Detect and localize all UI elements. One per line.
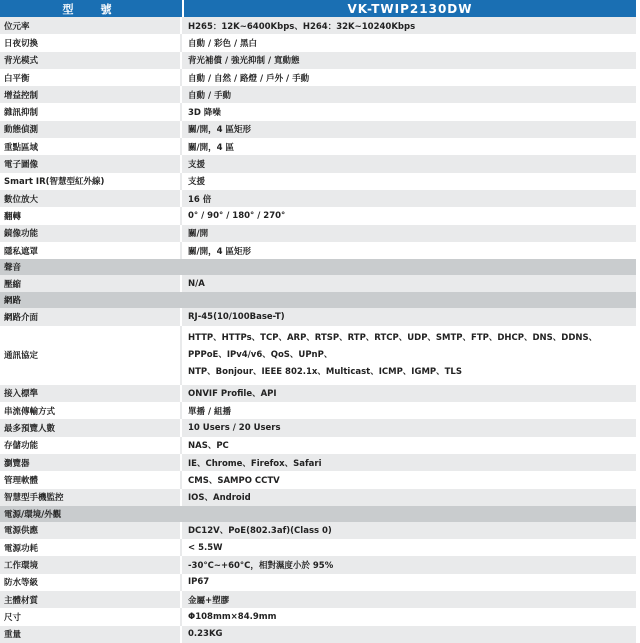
spec-value-line: 支援	[188, 160, 206, 171]
spec-value	[182, 522, 636, 539]
spec-value	[182, 173, 636, 190]
spec-value-line: 背光補償 / 強光抑制 / 寬動態	[188, 56, 300, 67]
spec-key: 存儲功能	[0, 437, 182, 454]
spec-row	[0, 522, 636, 539]
spec-value	[182, 52, 636, 69]
model-number: VK-TWIP2130DW	[347, 1, 473, 16]
spec-key: 鏡像功能	[0, 225, 182, 242]
spec-value-line: -30°C~+60°C，相對濕度小於 95%	[188, 561, 334, 572]
spec-rows	[0, 17, 636, 643]
spec-value-line: 單播 / 組播	[188, 406, 232, 417]
spec-value	[182, 385, 636, 402]
spec-row	[0, 539, 636, 556]
spec-value-line: HTTP、HTTPs、TCP、ARP、RTSP、RTP、RTCP、UDP、SMTP、FTP、DHCP、DNS、DDNS、	[188, 332, 598, 343]
spec-value	[182, 437, 636, 454]
spec-row	[0, 275, 636, 292]
section-header: 電源/環境/外觀	[0, 506, 636, 522]
spec-value-line: 關/開，4 區	[188, 142, 234, 153]
spec-key: 動態偵測	[0, 121, 182, 138]
spec-value	[182, 539, 636, 556]
spec-row	[0, 454, 636, 471]
spec-row	[0, 385, 636, 402]
spec-row	[0, 52, 636, 69]
spec-row	[0, 173, 636, 190]
spec-key: 電源功耗	[0, 539, 182, 556]
spec-key: 電源供應	[0, 522, 182, 539]
spec-value-line: 0° / 90° / 180° / 270°	[188, 210, 286, 221]
spec-key: 白平衡	[0, 69, 182, 86]
spec-value	[182, 225, 636, 242]
spec-value-line: DC12V、PoE(802.3af)(Class 0)	[188, 526, 332, 537]
spec-value-line: IP67	[188, 577, 210, 588]
spec-row	[0, 225, 636, 242]
spec-row	[0, 69, 636, 86]
spec-key: 接入標準	[0, 385, 182, 402]
spec-key: 最多預覽人數	[0, 419, 182, 436]
spec-key: 管理軟體	[0, 471, 182, 488]
spec-key: 瀏覽器	[0, 454, 182, 471]
spec-value-line: 金屬+塑膠	[188, 595, 230, 606]
spec-value-line: 關/開	[188, 229, 209, 240]
spec-value	[182, 207, 636, 224]
spec-value-line: 16 倍	[188, 194, 212, 205]
spec-key: Smart IR(智慧型紅外線)	[0, 173, 182, 190]
spec-value-line: 3D 降噪	[188, 108, 221, 119]
spec-value-line: RJ-45(10/100Base-T)	[188, 312, 285, 323]
spec-value	[182, 626, 636, 643]
spec-key: 背光模式	[0, 52, 182, 69]
spec-value-line: 自動 / 手動	[188, 90, 232, 101]
table-header	[0, 0, 636, 17]
spec-row	[0, 155, 636, 172]
spec-value-line: 自動 / 彩色 / 黑白	[188, 38, 258, 49]
spec-value-line: Φ108mm×84.9mm	[188, 611, 277, 622]
spec-value	[182, 275, 636, 292]
section-header: 網路	[0, 292, 636, 308]
spec-value	[182, 419, 636, 436]
spec-key: 日夜切換	[0, 34, 182, 51]
spec-row	[0, 574, 636, 591]
spec-value	[182, 34, 636, 51]
spec-value-line: H265：12K~6400Kbps、H264：32K~10240Kbps	[188, 21, 416, 32]
spec-value	[182, 103, 636, 120]
spec-key: 翻轉	[0, 207, 182, 224]
spec-value	[182, 86, 636, 103]
spec-key: 網路介面	[0, 308, 182, 325]
spec-value-line: < 5.5W	[188, 542, 223, 553]
spec-key: 位元率	[0, 17, 182, 34]
spec-value	[182, 471, 636, 488]
spec-value-line: IOS、Android	[188, 493, 251, 504]
spec-row	[0, 34, 636, 51]
model-label: 型 號	[0, 0, 184, 17]
spec-row	[0, 190, 636, 207]
spec-key: 尺寸	[0, 608, 182, 625]
spec-row	[0, 326, 636, 385]
spec-value	[182, 608, 636, 625]
spec-value	[182, 489, 636, 506]
spec-value-line: ONVIF Profile、API	[188, 389, 277, 400]
spec-value-line: 10 Users / 20 Users	[188, 422, 281, 433]
spec-key: 通訊協定	[0, 326, 182, 385]
spec-value	[182, 121, 636, 138]
spec-key: 工作環境	[0, 556, 182, 573]
spec-value	[182, 402, 636, 419]
spec-value-line: IE、Chrome、Firefox、Safari	[188, 458, 322, 469]
spec-row	[0, 437, 636, 454]
spec-key: 防水等級	[0, 574, 182, 591]
spec-value	[182, 155, 636, 172]
spec-value-line: N/A	[188, 278, 205, 289]
spec-key: 壓縮	[0, 275, 182, 292]
spec-key: 隱私遮罩	[0, 242, 182, 259]
spec-key: 重量	[0, 626, 182, 643]
spec-value	[182, 556, 636, 573]
spec-value	[182, 591, 636, 608]
spec-value	[182, 17, 636, 34]
spec-row	[0, 242, 636, 259]
spec-row	[0, 556, 636, 573]
spec-row	[0, 17, 636, 34]
spec-value-line: PPPoE、IPv4/v6、QoS、UPnP、	[188, 349, 333, 360]
spec-row	[0, 626, 636, 643]
spec-key: 智慧型手機監控	[0, 489, 182, 506]
spec-value-line: NTP、Bonjour、IEEE 802.1x、Multicast、ICMP、IGMP、TLS	[188, 366, 462, 377]
spec-row	[0, 471, 636, 488]
spec-row	[0, 103, 636, 120]
spec-value	[182, 308, 636, 325]
spec-value	[182, 242, 636, 259]
spec-value	[182, 190, 636, 207]
spec-key: 重點區域	[0, 138, 182, 155]
spec-key: 電子圖像	[0, 155, 182, 172]
spec-row	[0, 86, 636, 103]
spec-value-line: 關/開，4 區矩形	[188, 125, 251, 136]
spec-value-line: 0.23KG	[188, 629, 223, 640]
spec-row	[0, 121, 636, 138]
spec-row	[0, 419, 636, 436]
spec-row	[0, 207, 636, 224]
spec-value	[182, 138, 636, 155]
spec-row	[0, 308, 636, 325]
spec-value-line: NAS、PC	[188, 441, 229, 452]
section-header: 聲音	[0, 259, 636, 275]
spec-value-line: 自動 / 自然 / 路燈 / 戶外 / 手動	[188, 73, 310, 84]
spec-value	[182, 69, 636, 86]
spec-row	[0, 608, 636, 625]
spec-value	[182, 454, 636, 471]
spec-key: 雜訊抑制	[0, 103, 182, 120]
spec-key: 數位放大	[0, 190, 182, 207]
spec-value-line: 關/開，4 區矩形	[188, 246, 251, 257]
spec-row	[0, 591, 636, 608]
spec-value	[182, 326, 636, 385]
spec-key: 主體材質	[0, 591, 182, 608]
spec-value-line: CMS、SAMPO CCTV	[188, 475, 280, 486]
spec-key: 串流傳輸方式	[0, 402, 182, 419]
spec-key: 增益控制	[0, 86, 182, 103]
spec-value	[182, 574, 636, 591]
spec-row	[0, 138, 636, 155]
spec-value-line: 支援	[188, 177, 206, 188]
spec-row	[0, 402, 636, 419]
spec-row	[0, 489, 636, 506]
